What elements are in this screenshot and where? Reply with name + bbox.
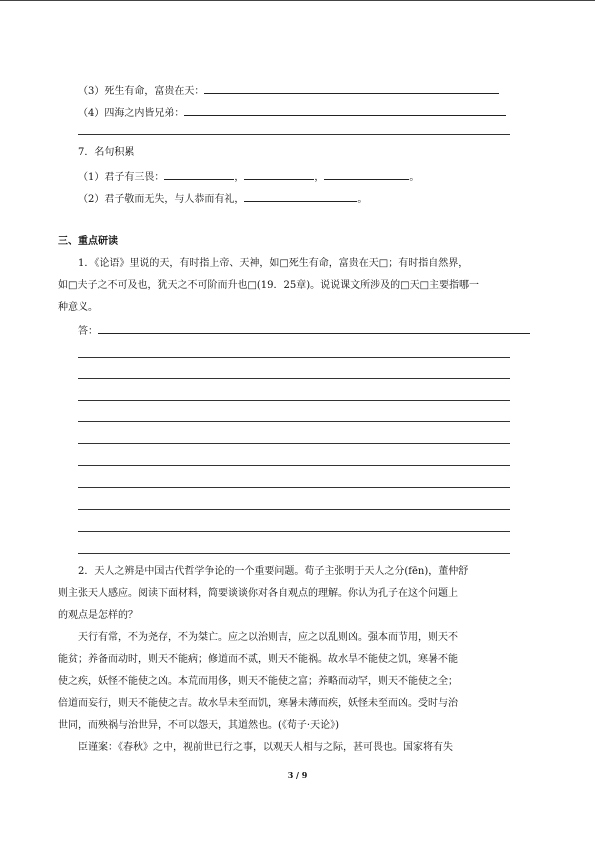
page-number: 3 / 9	[287, 770, 308, 780]
q2-line-1: 2．天人之辨是中国古代哲学争论的一个重要问题。荀子主张明于天人之分(fēn)，董仲舒	[78, 566, 469, 577]
q7-1-sep-2: ，	[314, 172, 325, 183]
q7-1-line	[78, 169, 419, 184]
answer-line[interactable]	[78, 421, 510, 422]
page-top-border	[0, 0, 595, 1]
q7-1-blank-3[interactable]	[324, 169, 409, 180]
q1-line-1: 1．《论语》里说的天，有时指上帝、天神，如□死生有命，富贵在天□；有时指自然界，	[78, 258, 469, 269]
q1-answer-blank[interactable]	[98, 323, 530, 334]
answer-line[interactable]	[78, 531, 510, 532]
q7-1-blank-2[interactable]	[244, 169, 314, 180]
item-3-label: （3）死生有命，富贵在天：	[78, 86, 205, 97]
answer-line[interactable]	[78, 400, 510, 401]
q7-2-end: 。	[357, 194, 368, 205]
answer-line[interactable]	[78, 553, 510, 554]
answer-line[interactable]	[78, 465, 510, 466]
answer-line[interactable]	[78, 443, 510, 444]
q7-title: 7．名句积累	[78, 147, 135, 158]
q7-1-blank-1[interactable]	[164, 169, 234, 180]
q2-line-3: 的观点是怎样的？	[58, 610, 138, 621]
passage-2-line-1: 臣谨案：《春秋》之中，视前世已行之事，以观天人相与之际，甚可畏也。国家将有失	[78, 742, 453, 753]
passage-1-line-3: 使之疾，妖怪不能使之凶。本荒而用侈，则天不能使之富；养略而动罕，则天不能使之全；	[58, 676, 458, 687]
item-4-answer-line-2[interactable]	[78, 134, 510, 135]
q1-line-3: 种意义。	[58, 302, 98, 313]
passage-1-line-1: 天行有常，不为尧存，不为桀亡。应之以治则吉，应之以乱则凶。强本而节用，则天不	[78, 632, 458, 643]
q7-1-sep-1: ，	[234, 172, 245, 183]
passage-1-line-2: 能贫；养备而动时，则天不能病；修道而不贰，则天不能祸。故水旱不能使之饥，寒暑不能	[58, 654, 458, 665]
item-4-answer-blank[interactable]	[184, 105, 506, 116]
passage-1-line-4: 倍道而妄行，则天不能使之吉。故水旱未至而饥，寒暑未薄而疾，妖怪未至而凶。受时与治	[58, 698, 458, 709]
q7-1-prefix: （1）君子有三畏：	[78, 172, 165, 183]
item-4-line	[78, 105, 506, 120]
answer-line[interactable]	[78, 509, 510, 510]
q1-answer-label: 答：	[78, 326, 98, 337]
q7-2-line	[78, 191, 367, 206]
item-4-label: （4）四海之内皆兄弟：	[78, 108, 185, 119]
q7-2-prefix: （2）君子敬而无失，与人恭而有礼，	[78, 194, 245, 205]
q7-1-end: 。	[409, 172, 420, 183]
q2-line-2: 则主张天人感应。阅读下面材料，简要谈谈你对各自观点的理解。你认为孔子在这个问题上	[58, 588, 458, 599]
item-3-line	[78, 83, 499, 98]
q1-line-2: 如□夫子之不可及也，犹天之不可阶而升也□(19．25章)。说说课文所涉及的□天□主要指哪一	[58, 280, 480, 291]
answer-line[interactable]	[78, 487, 510, 488]
section-3-heading: 三、重点研读	[58, 236, 118, 247]
q7-2-blank[interactable]	[244, 191, 357, 202]
answer-line[interactable]	[78, 357, 510, 358]
q1-answer-line	[78, 323, 530, 338]
passage-1-line-5: 世同，而殃祸与治世异，不可以怨天，其道然也。(《荀子·天论》)	[58, 720, 339, 731]
answer-line[interactable]	[78, 378, 510, 379]
item-3-answer-blank[interactable]	[204, 83, 499, 94]
